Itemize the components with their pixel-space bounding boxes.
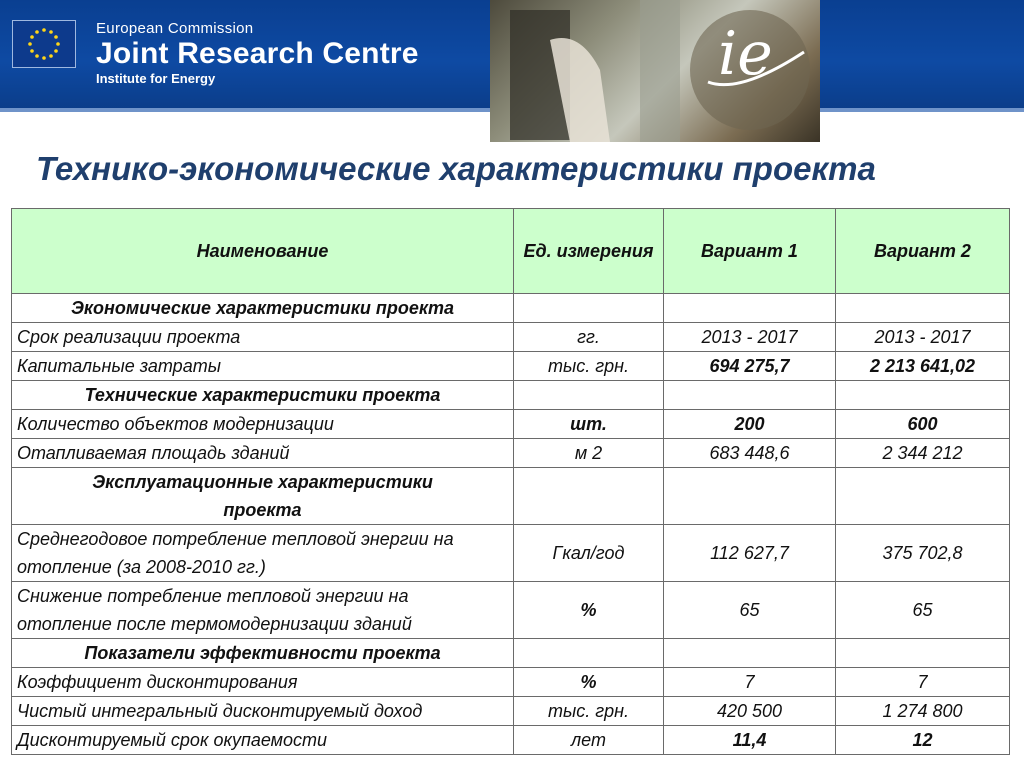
row-variant-2: 7 bbox=[836, 668, 1010, 697]
row-name: Дисконтируемый срок окупаемости bbox=[12, 726, 514, 755]
row-unit: гг. bbox=[514, 323, 664, 352]
row-unit: Гкал/год bbox=[514, 525, 664, 582]
empty-cell bbox=[836, 294, 1010, 323]
row-variant-1: 694 275,7 bbox=[664, 352, 836, 381]
row-variant-1: 420 500 bbox=[664, 697, 836, 726]
row-variant-2: 65 bbox=[836, 582, 1010, 639]
row-variant-1: 65 bbox=[664, 582, 836, 639]
section-title: Показатели эффективности проекта bbox=[12, 639, 514, 668]
table-row bbox=[12, 410, 1010, 439]
header-name: Наименование bbox=[12, 209, 514, 294]
org-line-2: Joint Research Centre bbox=[96, 37, 419, 70]
row-variant-1: 11,4 bbox=[664, 726, 836, 755]
empty-cell bbox=[836, 468, 1010, 525]
table-row bbox=[12, 525, 1010, 582]
row-unit: тыс. грн. bbox=[514, 352, 664, 381]
row-name: Срок реализации проекта bbox=[12, 323, 514, 352]
header-variant-1: Вариант 1 bbox=[664, 209, 836, 294]
row-variant-2: 375 702,8 bbox=[836, 525, 1010, 582]
row-variant-2: 2 344 212 bbox=[836, 439, 1010, 468]
row-unit: % bbox=[514, 582, 664, 639]
row-variant-2: 600 bbox=[836, 410, 1010, 439]
row-name: Чистый интегральный дисконтируемый доход bbox=[12, 697, 514, 726]
row-variant-1: 112 627,7 bbox=[664, 525, 836, 582]
table-row bbox=[12, 697, 1010, 726]
row-variant-2: 2013 - 2017 bbox=[836, 323, 1010, 352]
row-variant-2: 2 213 641,02 bbox=[836, 352, 1010, 381]
section-title: Экономические характеристики проекта bbox=[12, 294, 514, 323]
row-unit: шт. bbox=[514, 410, 664, 439]
row-name: Капитальные затраты bbox=[12, 352, 514, 381]
table-row bbox=[12, 582, 1010, 639]
row-variant-1: 683 448,6 bbox=[664, 439, 836, 468]
row-variant-1: 200 bbox=[664, 410, 836, 439]
row-variant-2: 1 274 800 bbox=[836, 697, 1010, 726]
page-title: Технико-экономические характеристики проекта bbox=[36, 150, 876, 187]
row-variant-2: 12 bbox=[836, 726, 1010, 755]
characteristics-table bbox=[11, 208, 1010, 755]
svg-text:ie: ie bbox=[718, 19, 773, 89]
row-name: Отапливаемая площадь зданий bbox=[12, 439, 514, 468]
row-variant-1: 7 bbox=[664, 668, 836, 697]
empty-cell bbox=[836, 381, 1010, 410]
row-unit: м 2 bbox=[514, 439, 664, 468]
table-row bbox=[12, 323, 1010, 352]
row-name: Количество объектов модернизации bbox=[12, 410, 514, 439]
org-line-1: European Commission bbox=[96, 20, 254, 37]
empty-cell bbox=[514, 381, 664, 410]
row-name: Снижение потребление тепловой энергии на отопление после термомодернизации зданий bbox=[12, 582, 514, 639]
empty-cell bbox=[514, 294, 664, 323]
table-row bbox=[12, 294, 1010, 323]
header-unit: Ед. измерения bbox=[514, 209, 664, 294]
table-row bbox=[12, 439, 1010, 468]
table-row bbox=[12, 352, 1010, 381]
empty-cell bbox=[664, 381, 836, 410]
table-row bbox=[12, 381, 1010, 410]
row-unit: лет bbox=[514, 726, 664, 755]
empty-cell bbox=[664, 468, 836, 525]
empty-cell bbox=[664, 294, 836, 323]
brand-block bbox=[96, 20, 419, 86]
table-row bbox=[12, 726, 1010, 755]
eu-flag-icon bbox=[12, 20, 76, 68]
table-header-row bbox=[12, 209, 1010, 294]
empty-cell bbox=[664, 639, 836, 668]
row-unit: % bbox=[514, 668, 664, 697]
empty-cell bbox=[514, 468, 664, 525]
empty-cell bbox=[836, 639, 1010, 668]
ie-logo bbox=[700, 12, 810, 96]
row-variant-1: 2013 - 2017 bbox=[664, 323, 836, 352]
header-variant-2: Вариант 2 bbox=[836, 209, 1010, 294]
table-row bbox=[12, 639, 1010, 668]
empty-cell bbox=[514, 639, 664, 668]
org-line-3: Institute for Energy bbox=[96, 71, 216, 86]
table-row bbox=[12, 468, 1010, 525]
section-title: Эксплуатационные характеристики проекта bbox=[12, 468, 514, 525]
row-unit: тыс. грн. bbox=[514, 697, 664, 726]
section-title: Технические характеристики проекта bbox=[12, 381, 514, 410]
row-name: Коэффициент дисконтирования bbox=[12, 668, 514, 697]
row-name: Среднегодовое потребление тепловой энергии на отопление (за 2008-2010 гг.) bbox=[12, 525, 514, 582]
table-row bbox=[12, 668, 1010, 697]
